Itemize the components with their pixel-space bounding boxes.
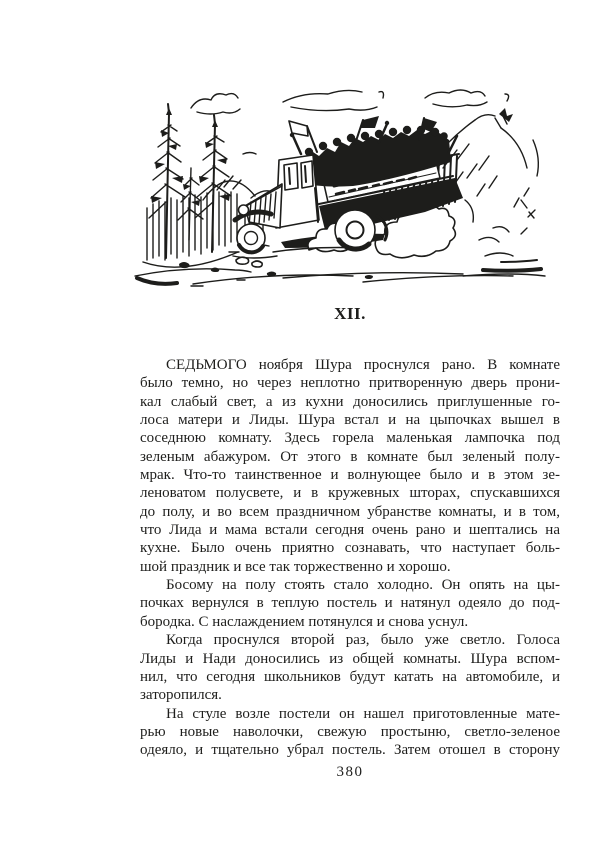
text-line: Лиды и Нади доносились из общей комнаты. Шура вспом- <box>140 650 560 667</box>
text-line: нил, что сегодня школьников будут катать на автомобиле, и <box>140 668 560 685</box>
clouds-sketch <box>191 90 509 154</box>
text-line: лоса матери и Лиды. Шура встал и на цыпочках вышел в <box>140 412 560 429</box>
text-line: что Лида и мама встали сегодня очень рано и шептались на <box>140 522 560 539</box>
text-line: СЕДЬМОГО ноября Шура проснулся рано. В комнате <box>166 357 560 373</box>
body-text <box>140 356 560 760</box>
text-line: шой праздник и все так торжественно и хорошо. <box>140 558 451 575</box>
page-number: 380 <box>336 764 364 780</box>
text-line: почках вернулся в теплую постель и натянул одеяло до под- <box>140 595 560 612</box>
text-line: Босому на полу стоять стало холодно. Он опять на цы- <box>166 577 560 594</box>
text-line: зеленым абажуром. От этого в комнате был зеленый полу- <box>140 448 560 465</box>
text-line: леноватом полусвете, и в кружевных шторах, спускавшихся <box>140 485 560 502</box>
text-line: до полу, и во всем праздничном убранстве комнаты, и в том, <box>140 503 560 520</box>
text-line: кухне. Было очень приятно сознавать, что наступает боль- <box>140 540 560 557</box>
text-line: бородка. С наслаждением потянулся и снова уснул. <box>140 613 469 630</box>
dark-flag <box>361 116 379 128</box>
text-line: Когда проснулся второй раз, было уже светло. Голоса <box>166 632 560 649</box>
cab-window <box>301 161 313 188</box>
cab-window <box>284 163 298 190</box>
text-line: мрак. Что-то таинственное и волнующее было и в этом зе- <box>140 467 560 484</box>
paragraph <box>140 631 560 704</box>
truck-illustration <box>133 80 548 287</box>
text-line: одеяло, и тщательно убрал постель. Затем отошел в сторону <box>140 742 560 759</box>
text-line: рью новые наволочки, свежую простыню, светло-зеленое <box>140 723 560 740</box>
paragraph <box>140 356 560 576</box>
text-line: было темно, но через неплотно притворенную дверь прони- <box>140 375 560 392</box>
text-line: соседнюю комнату. Здесь горела маленькая лампочка под <box>140 430 560 447</box>
text-line: На стуле возле постели он нашел приготовленные мате- <box>166 705 560 722</box>
headlight <box>239 205 249 215</box>
paragraph <box>140 576 560 631</box>
paragraph <box>140 705 560 760</box>
text-line: заторопился. <box>140 687 222 704</box>
chapter-heading: XII. <box>334 304 366 323</box>
text-line: кал слабый свет, а из кухни доносились приглушенные го- <box>140 393 560 410</box>
